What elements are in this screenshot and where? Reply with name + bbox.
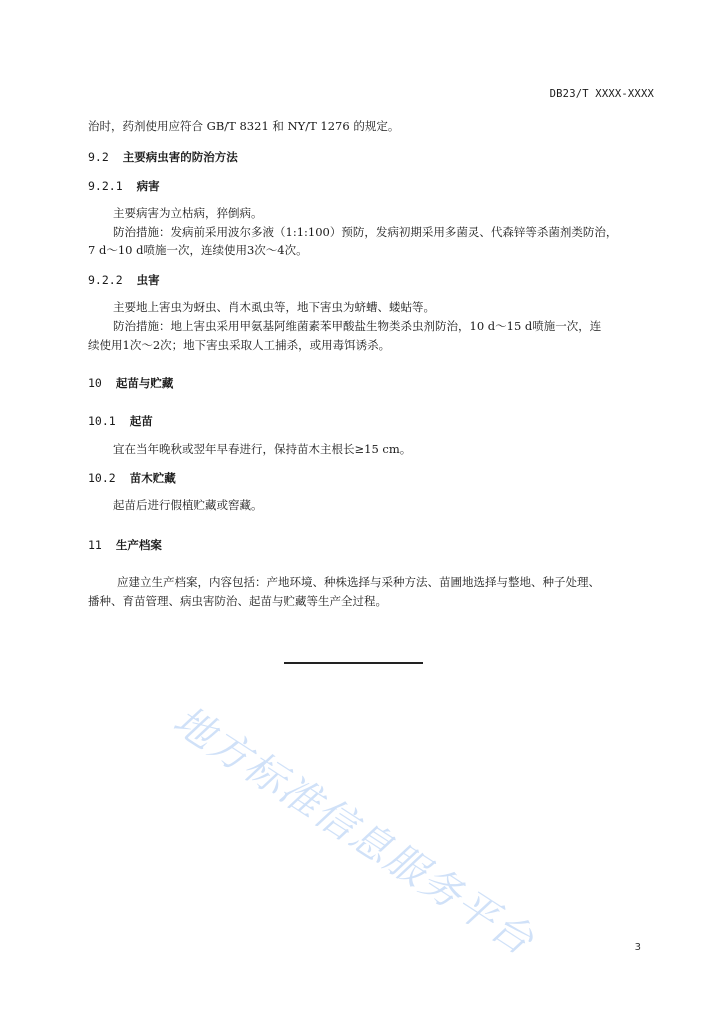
paragraph-records-cont: 播种、育苗管理、病虫害防治、起苗与贮藏等生产全过程。 bbox=[88, 594, 387, 608]
heading-title: 虫害 bbox=[136, 273, 160, 287]
heading-10 bbox=[88, 375, 173, 391]
heading-number: 10.1 bbox=[88, 414, 116, 428]
heading-title: 起苗与贮藏 bbox=[115, 376, 174, 390]
heading-title: 起苗 bbox=[129, 414, 153, 428]
paragraph-pest-main: 主要地上害虫为蚜虫、肖木虱虫等，地下害虫为蛴螬、蝼蛄等。 bbox=[113, 300, 435, 314]
heading-number: 10 bbox=[88, 376, 102, 390]
heading-number: 11 bbox=[88, 538, 102, 552]
paragraph-disease-measures: 防治措施：发病前采用波尔多液（1:1:100）预防，发病初期采用多菌灵、代森锌等杀菌剂类防治， bbox=[113, 225, 618, 239]
paragraph-disease-main: 主要病害为立枯病，猝倒病。 bbox=[113, 206, 263, 220]
paragraph-storage: 起苗后进行假植贮藏或窖藏。 bbox=[113, 498, 263, 512]
heading-11 bbox=[88, 537, 162, 553]
paragraph-pest-measures: 防治措施：地上害虫采用甲氨基阿维菌素苯甲酸盐生物类杀虫剂防治，10 d～15 d喷施一次，连 bbox=[113, 319, 602, 333]
heading-number: 10.2 bbox=[88, 471, 116, 485]
page-number: 3 bbox=[634, 942, 641, 953]
paragraph-lifting: 宜在当年晚秋或翌年早春进行，保持苗木主根长≥15 cm。 bbox=[113, 442, 412, 456]
heading-number: 9.2 bbox=[88, 150, 109, 164]
paragraph-records: 应建立生产档案，内容包括：产地环境、种株选择与采种方法、苗圃地选择与整地、种子处理、 bbox=[117, 575, 600, 589]
heading-title: 生产档案 bbox=[115, 538, 162, 552]
heading-9-2 bbox=[88, 149, 238, 165]
heading-10-2 bbox=[88, 470, 176, 486]
heading-number: 9.2.2 bbox=[88, 273, 123, 287]
document-code: DB23/T XXXX-XXXX bbox=[549, 88, 654, 100]
heading-9-2-2 bbox=[88, 272, 160, 288]
paragraph-carry-over: 治时，药剂使用应符合 GB/T 8321 和 NY/T 1276 的规定。 bbox=[88, 119, 400, 133]
heading-title: 苗木贮藏 bbox=[129, 471, 176, 485]
paragraph-disease-measures-cont: 7 d～10 d喷施一次，连续使用3次～4次。 bbox=[88, 243, 308, 257]
heading-9-2-1 bbox=[88, 178, 160, 194]
heading-title: 主要病虫害的防治方法 bbox=[122, 150, 238, 164]
heading-title: 病害 bbox=[136, 179, 160, 193]
heading-10-1 bbox=[88, 413, 153, 429]
paragraph-pest-measures-cont: 续使用1次～2次；地下害虫采取人工捕杀，或用毒饵诱杀。 bbox=[88, 338, 391, 352]
end-rule bbox=[284, 662, 423, 664]
watermark-text: 地方标准信息服务平台 bbox=[165, 697, 543, 965]
heading-number: 9.2.1 bbox=[88, 179, 123, 193]
